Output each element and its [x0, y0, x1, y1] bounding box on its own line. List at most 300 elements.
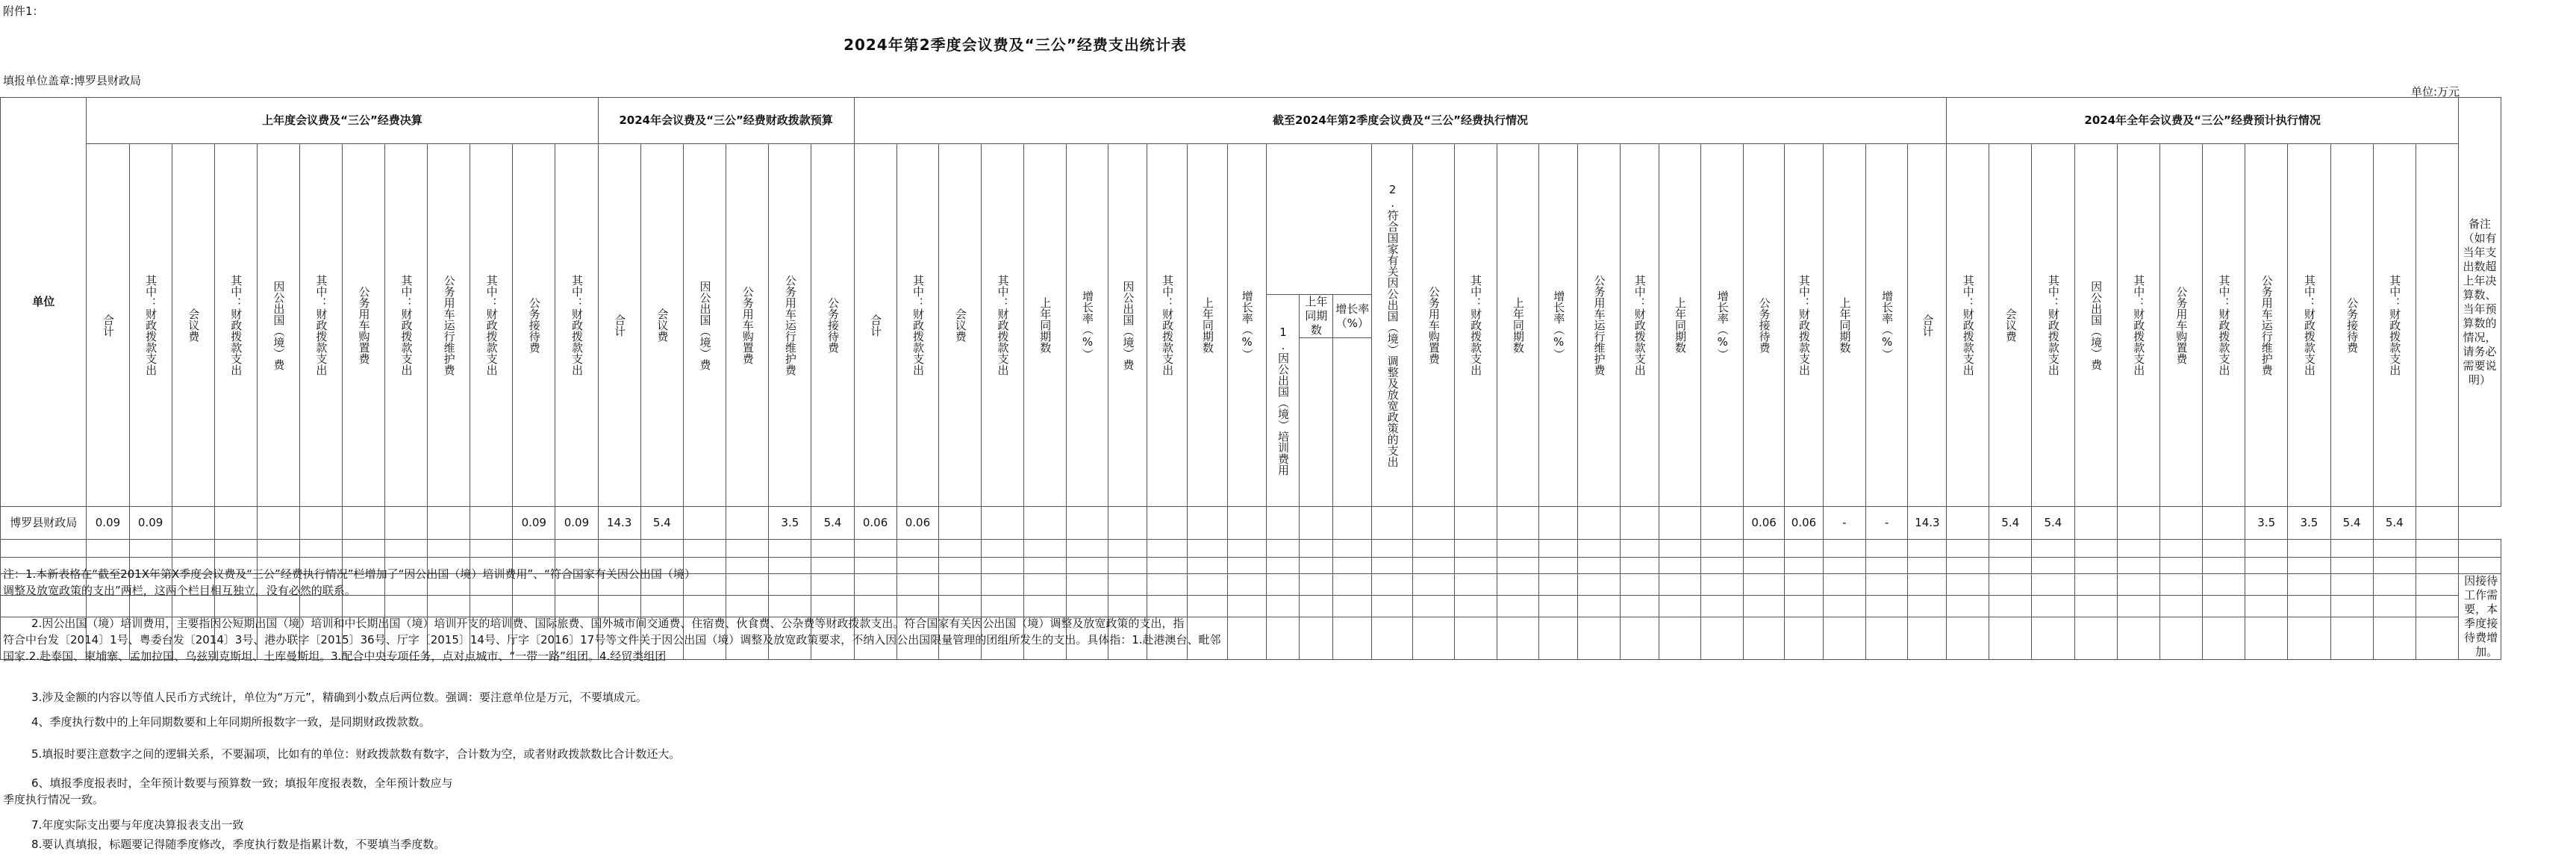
- empty-cell: [1066, 574, 1108, 596]
- empty-cell: [2373, 540, 2416, 558]
- empty-cell: [1578, 558, 1621, 574]
- unit-header: 单位: [1, 98, 87, 507]
- empty-cell: [1785, 617, 1824, 660]
- empty-cell: [2288, 617, 2330, 660]
- empty-cell: [1620, 617, 1659, 660]
- empty-cell: [982, 595, 1024, 617]
- empty-cell: [2245, 617, 2288, 660]
- empty-cell: [214, 540, 257, 558]
- empty-cell: [1659, 595, 1701, 617]
- empty-cell: [1908, 540, 1947, 558]
- col-header-forecast: 合计: [1908, 144, 1947, 507]
- empty-cell: [1333, 574, 1372, 596]
- empty-cell: [1333, 558, 1372, 574]
- value-cell-exec: [1066, 507, 1108, 540]
- empty-cell: [2159, 540, 2202, 558]
- value-cell-exec: [939, 507, 982, 540]
- empty-cell: [2245, 595, 2288, 617]
- empty-cell: [1578, 540, 1621, 558]
- empty-cell: [1659, 558, 1701, 574]
- col-header-exec: 增长率（%）: [1865, 144, 1908, 507]
- empty-cell: [939, 595, 982, 617]
- empty-cell: [1108, 540, 1147, 558]
- empty-cell: [513, 540, 555, 558]
- empty-cell: [1620, 540, 1659, 558]
- col-header-budget: 合计: [598, 144, 640, 507]
- note-line: 3.涉及金额的内容以等值人民币方式统计，单位为“万元”，精确到小数点后两位数。强调：要注意单位是万元，不要填成元。: [31, 691, 647, 704]
- empty-cell: [1701, 595, 1744, 617]
- value-cell-exec: [1701, 507, 1744, 540]
- empty-cell: [1578, 617, 1621, 660]
- value-cell-forecast: [1947, 507, 1989, 540]
- empty-cell: [769, 540, 811, 558]
- empty-cell: [1620, 574, 1659, 596]
- empty-cell: [683, 595, 726, 617]
- empty-cell: [1744, 595, 1785, 617]
- empty-cell: [598, 595, 640, 617]
- empty-cell: [1454, 617, 1497, 660]
- empty-cell: [2117, 540, 2159, 558]
- empty-cell: [939, 558, 982, 574]
- col-header-training-growth: 增长率（%）: [1333, 295, 1372, 338]
- col-header-forecast: 其中：财政拨款支出: [2373, 144, 2416, 507]
- empty-cell: [1908, 617, 1947, 660]
- empty-cell: [1947, 540, 1989, 558]
- empty-cell: [1412, 558, 1454, 574]
- empty-cell: [1539, 574, 1578, 596]
- value-cell-forecast: [2117, 507, 2159, 540]
- empty-cell: [2159, 574, 2202, 596]
- col-header-exec: 公务用车运行维护费: [1578, 144, 1621, 507]
- empty-cell: [982, 574, 1024, 596]
- empty-cell: [1823, 540, 1865, 558]
- empty-cell: [2330, 574, 2373, 596]
- col-header-training-prior: 上年同期数: [1300, 295, 1333, 338]
- empty-cell: [2202, 617, 2245, 660]
- empty-cell: [1578, 574, 1621, 596]
- value-cell-exec: [1454, 507, 1497, 540]
- empty-cell: [2416, 574, 2458, 596]
- col-header-prior: 因公出国（境）费: [257, 144, 299, 507]
- empty-cell: [939, 574, 982, 596]
- empty-cell: [2117, 574, 2159, 596]
- empty-cell: [598, 540, 640, 558]
- empty-cell: [1744, 540, 1785, 558]
- note-line: 4、季度执行数中的上年同期数要和上年同期所报数字一致，是同期财政拨款数。: [31, 715, 431, 729]
- empty-cell: [2159, 617, 2202, 660]
- empty-cell: [2288, 574, 2330, 596]
- empty-cell: [1266, 558, 1300, 574]
- empty-cell: [1908, 574, 1947, 596]
- empty-cell: [1066, 540, 1108, 558]
- empty-cell: [2202, 574, 2245, 596]
- value-cell-prior: [428, 507, 470, 540]
- empty-cell: [1147, 540, 1188, 558]
- empty-cell: [1188, 574, 1228, 596]
- empty-cell: [1539, 595, 1578, 617]
- empty-cell: [1412, 540, 1454, 558]
- col-header-forecast: 公务用车购置费: [2159, 144, 2202, 507]
- empty-cell: [769, 558, 811, 574]
- value-cell-budget: [726, 507, 769, 540]
- empty-cell: [2373, 574, 2416, 596]
- col-header-prior: 其中：财政拨款支出: [299, 144, 342, 507]
- note-line: 符合中台发〔2014〕1号、粤委台发〔2014〕3号、港办联字〔2015〕36号、厅字〔2015〕14号、厅字〔2016〕17号等文件关于因公出国（境）调整及放宽政策要求，不纳入因公出国限量管理的团组所发生的支出。具体指：1.赴港澳台、毗邻: [3, 633, 1221, 647]
- empty-cell: [2159, 558, 2202, 574]
- empty-cell: [2416, 540, 2458, 558]
- col-header-exec: 其中：财政拨款支出: [982, 144, 1024, 507]
- value-cell-exec: [1539, 507, 1578, 540]
- empty-cell: [1947, 574, 1989, 596]
- value-cell-budget: 5.4: [811, 507, 854, 540]
- empty-cell: [470, 595, 513, 617]
- empty-cell: [1908, 595, 1947, 617]
- empty-cell: [2373, 595, 2416, 617]
- empty-cell: [1744, 617, 1785, 660]
- empty-cell: [1989, 558, 2032, 574]
- empty-cell: [87, 540, 129, 558]
- empty-cell: [1108, 574, 1147, 596]
- empty-cell: [2032, 595, 2074, 617]
- value-cell-exec: 0.06: [1744, 507, 1785, 540]
- col-header-exec: 其中：财政拨款支出: [896, 144, 939, 507]
- col-header-exec: 上年同期数: [1023, 144, 1066, 507]
- empty-cell: [854, 540, 896, 558]
- group-forecast: 2024年全年会议费及“三公”经费预计执行情况: [1947, 98, 2459, 144]
- empty-cell: [2416, 617, 2458, 660]
- empty-cell: [1947, 595, 1989, 617]
- empty-cell: [726, 595, 769, 617]
- empty-cell: [1865, 595, 1908, 617]
- empty-cell: [982, 558, 1024, 574]
- empty-cell: [1865, 617, 1908, 660]
- empty-cell: [555, 540, 598, 558]
- empty-cell: [2330, 617, 2373, 660]
- empty-cell: [2288, 595, 2330, 617]
- empty-cell: [2032, 574, 2074, 596]
- col-header-prior: 其中：财政拨款支出: [385, 144, 428, 507]
- empty-cell: [2458, 540, 2501, 558]
- empty-cell: [1989, 617, 2032, 660]
- empty-cell: [1908, 558, 1947, 574]
- empty-cell: [2245, 574, 2288, 596]
- empty-cell: [1785, 540, 1824, 558]
- value-cell-forecast: [2202, 507, 2245, 540]
- empty-cell: [1823, 558, 1865, 574]
- col-header-prior: 公务接待费: [513, 144, 555, 507]
- col-header-budget: 公务接待费: [811, 144, 854, 507]
- empty-cell: [1, 540, 87, 558]
- col-header-exec: 上年同期数: [1497, 144, 1539, 507]
- value-cell-prior: [342, 507, 384, 540]
- empty-cell: [2288, 558, 2330, 574]
- empty-cell: [299, 540, 342, 558]
- value-cell-prior: [172, 507, 214, 540]
- col-header-exec: 公务用车购置费: [1412, 144, 1454, 507]
- empty-cell: [1823, 574, 1865, 596]
- value-cell-exec: [1108, 507, 1147, 540]
- group-budget: 2024年会议费及“三公”经费财政拨款预算: [598, 98, 854, 144]
- value-cell-budget: [683, 507, 726, 540]
- empty-cell: [1823, 617, 1865, 660]
- empty-cell: [428, 595, 470, 617]
- empty-cell: [1023, 595, 1066, 617]
- col-header-exec: 其中：财政拨款支出: [1620, 144, 1659, 507]
- empty-cell: [2159, 595, 2202, 617]
- empty-cell: [640, 595, 683, 617]
- note-line: 8.要认真填报，标题要记得随季度修改，季度执行数是指累计数，不要填当季度数。: [31, 838, 446, 851]
- empty-cell: [1147, 595, 1188, 617]
- empty-cell: [1412, 617, 1454, 660]
- empty-cell: [1147, 558, 1188, 574]
- empty-cell: [1539, 540, 1578, 558]
- value-cell-exec: -: [1823, 507, 1865, 540]
- empty-cell: [1266, 574, 1300, 596]
- empty-cell: [1412, 574, 1454, 596]
- empty-cell: [2117, 595, 2159, 617]
- empty-cell: [2074, 617, 2117, 660]
- empty-cell: [1497, 558, 1539, 574]
- empty-cell: [1659, 574, 1701, 596]
- empty-cell: [1744, 558, 1785, 574]
- empty-cell: [2032, 540, 2074, 558]
- note-line: 5.填报时要注意数字之间的逻辑关系，不要漏项，比如有的单位：财政拨款数有数字，合计数为空，或者财政拨款数比合计数还大。: [31, 747, 681, 761]
- value-cell-budget: 5.4: [640, 507, 683, 540]
- empty-cell: [2117, 558, 2159, 574]
- empty-cell: [2245, 540, 2288, 558]
- empty-cell: [2202, 558, 2245, 574]
- empty-cell: [1578, 595, 1621, 617]
- empty-cell: [726, 558, 769, 574]
- value-cell-exec-training: [1372, 507, 1413, 540]
- filler-unit: 填报单位盖章:博罗县财政局: [3, 74, 142, 87]
- value-cell-exec: [1188, 507, 1228, 540]
- col-header-forecast: 因公出国（境）费: [2074, 144, 2117, 507]
- empty-cell: [1454, 574, 1497, 596]
- note-line: 国家.2.赴泰国、柬埔寨、孟加拉国、乌兹别克斯坦、土库曼斯坦。3.配合中央专项任务，点对点城市、“一带一路”组团。4.经贸类组团: [3, 649, 667, 663]
- empty-cell: [1227, 558, 1266, 574]
- empty-cell: [1785, 558, 1824, 574]
- value-cell-forecast: 3.5: [2288, 507, 2330, 540]
- col-header-prior: 合计: [87, 144, 129, 507]
- value-cell-forecast: 5.4: [2032, 507, 2074, 540]
- empty-cell: [1497, 574, 1539, 596]
- empty-cell: [2202, 595, 2245, 617]
- empty-cell: [1865, 558, 1908, 574]
- col-header-forecast: 其中：财政拨款支出: [2032, 144, 2074, 507]
- value-cell-exec: 0.06: [1785, 507, 1824, 540]
- empty-cell: [1333, 617, 1372, 660]
- col-header-prior: 会议费: [172, 144, 214, 507]
- col-header-prior: 公务用车购置费: [342, 144, 384, 507]
- remark-header: 备注（如有当年支出数超上年决算数、当年预算数的情况，请务必需要说明）: [2458, 98, 2501, 507]
- empty-cell: [1620, 595, 1659, 617]
- unit-label: 单位:万元: [2411, 85, 2460, 99]
- empty-cell: [385, 595, 428, 617]
- page-title: 2024年第2季度会议费及“三公”经费支出统计表: [843, 36, 1187, 54]
- group-execution: 截至2024年第2季度会议费及“三公”经费执行情况: [854, 98, 1947, 144]
- empty-cell: [1333, 595, 1372, 617]
- value-cell-exec: [1659, 507, 1701, 540]
- col-header-forecast: 其中：财政拨款支出: [2117, 144, 2159, 507]
- empty-cell: [769, 595, 811, 617]
- empty-cell: [896, 540, 939, 558]
- col-header-exec: 其中：财政拨款支出: [1147, 144, 1188, 507]
- empty-cell: [129, 540, 172, 558]
- value-cell-forecast: 5.4: [2373, 507, 2416, 540]
- empty-cell: [2074, 558, 2117, 574]
- empty-cell: [2373, 558, 2416, 574]
- empty-cell: [2032, 558, 2074, 574]
- empty-cell: [1989, 574, 2032, 596]
- col-header-budget: 公务用车购置费: [726, 144, 769, 507]
- col-header-forecast: 公务用车运行维护费: [2245, 144, 2288, 507]
- empty-cell: [2117, 617, 2159, 660]
- empty-cell: [1108, 595, 1147, 617]
- empty-cell: [1227, 574, 1266, 596]
- empty-cell: [811, 574, 854, 596]
- empty-cell: [1785, 574, 1824, 596]
- value-cell-forecast: 5.4: [2330, 507, 2373, 540]
- value-cell-prior: [299, 507, 342, 540]
- value-cell-forecast: [2074, 507, 2117, 540]
- empty-cell: [2330, 595, 2373, 617]
- empty-cell: [1947, 617, 1989, 660]
- col-header-exec: 合计: [854, 144, 896, 507]
- note-line: 调整及放宽政策的支出”两栏，这两个栏目相互独立，没有必然的联系。: [3, 584, 356, 597]
- value-cell-exec: [982, 507, 1024, 540]
- empty-cell: [683, 540, 726, 558]
- empty-cell: [428, 540, 470, 558]
- empty-cell: [1266, 595, 1300, 617]
- col-header-prior: 其中：财政拨款支出: [129, 144, 172, 507]
- empty-cell: [982, 540, 1024, 558]
- empty-cell: [2074, 574, 2117, 596]
- empty-cell: [896, 595, 939, 617]
- col-header-exec: 增长率（%）: [1701, 144, 1744, 507]
- empty-cell: [1266, 540, 1300, 558]
- value-cell-exec: [1227, 507, 1266, 540]
- unit-name-cell: 博罗县财政局: [1, 507, 87, 540]
- value-cell-exec: [1412, 507, 1454, 540]
- empty-cell: [1227, 617, 1266, 660]
- value-cell-prior: [257, 507, 299, 540]
- col-header-policy: 2.符合国家有关因公出国（境）调整及放宽政策的支出: [1372, 144, 1413, 507]
- col-header-exec: 上年同期数: [1823, 144, 1865, 507]
- empty-cell: [1372, 540, 1413, 558]
- empty-cell: [1659, 617, 1701, 660]
- empty-cell: [1300, 574, 1333, 596]
- value-cell-budget: 3.5: [769, 507, 811, 540]
- empty-cell: [811, 595, 854, 617]
- empty-cell: [2245, 558, 2288, 574]
- empty-cell: [2288, 540, 2330, 558]
- empty-cell: [2458, 558, 2501, 574]
- col-header-prior: 公务用车运行维护费: [428, 144, 470, 507]
- empty-cell: [2373, 617, 2416, 660]
- value-cell-exec: [1620, 507, 1659, 540]
- empty-cell: [470, 540, 513, 558]
- empty-cell: [1300, 595, 1333, 617]
- empty-cell: [1188, 540, 1228, 558]
- value-cell-exec-training: [1333, 507, 1372, 540]
- col-header-forecast: 其中：财政拨款支出: [2202, 144, 2245, 507]
- empty-cell: [1108, 558, 1147, 574]
- empty-cell: [555, 595, 598, 617]
- col-header-exec: 增长率（%）: [1539, 144, 1578, 507]
- group-prior-year: 上年度会议费及“三公”经费决算: [87, 98, 598, 144]
- value-cell-prior: [385, 507, 428, 540]
- value-cell-forecast: [2159, 507, 2202, 540]
- empty-cell: [1300, 617, 1333, 660]
- col-header-budget: 公务用车运行维护费: [769, 144, 811, 507]
- empty-cell: [1497, 617, 1539, 660]
- col-header-exec: 上年同期数: [1659, 144, 1701, 507]
- value-cell-forecast: 5.4: [1989, 507, 2032, 540]
- empty-cell: [1023, 558, 1066, 574]
- empty-cell: [1497, 540, 1539, 558]
- empty-cell: [1266, 617, 1300, 660]
- col-header-forecast: 其中：财政拨款支出: [2288, 144, 2330, 507]
- col-header-budget: 因公出国（境）费: [683, 144, 726, 507]
- empty-cell: [1785, 595, 1824, 617]
- empty-cell: [1539, 558, 1578, 574]
- value-cell-prior: [214, 507, 257, 540]
- empty-cell: [385, 540, 428, 558]
- empty-cell: [896, 558, 939, 574]
- empty-cell: [1227, 540, 1266, 558]
- empty-cell: [1188, 595, 1228, 617]
- empty-cell: [1372, 558, 1413, 574]
- attachment-label: 附件1：: [3, 4, 44, 18]
- empty-cell: [1333, 338, 1372, 507]
- value-cell-exec: -: [1865, 507, 1908, 540]
- col-header-budget: 会议费: [640, 144, 683, 507]
- empty-cell: [896, 574, 939, 596]
- note-line: 注：1.本新表格在“截至201X年第X季度会议费及“三公”经费执行情况”栏增加了“因公出国（境）培训费用”、“符合国家有关因公出国（境）: [3, 567, 696, 581]
- col-header-exec: 其中：财政拨款支出: [1785, 144, 1824, 507]
- empty-cell: [2330, 558, 2373, 574]
- empty-cell: [1372, 617, 1413, 660]
- empty-cell: [1372, 574, 1413, 596]
- col-header-exec: 增长率（%）: [1227, 144, 1266, 507]
- empty-cell: [854, 558, 896, 574]
- empty-cell: [1412, 595, 1454, 617]
- empty-cell: [1300, 558, 1333, 574]
- note-line: 6、填报季度报表时，全年预计数要与预算数一致；填报年度报表数，全年预计数应与: [31, 776, 453, 790]
- empty-cell: [1701, 617, 1744, 660]
- empty-cell: [1989, 595, 2032, 617]
- value-cell-prior: [470, 507, 513, 540]
- empty-cell: [2032, 617, 2074, 660]
- empty-cell: [1066, 558, 1108, 574]
- value-cell-exec: [1497, 507, 1539, 540]
- empty-cell: [513, 595, 555, 617]
- empty-cell: [1300, 540, 1333, 558]
- col-header-prior: 其中：财政拨款支出: [214, 144, 257, 507]
- remark-note-cell: 因接待工作需要，本季度接待费增加。: [2458, 574, 2501, 660]
- remark-cell: [2416, 507, 2458, 540]
- empty-cell: [1497, 595, 1539, 617]
- value-cell-prior: 0.09: [87, 507, 129, 540]
- note-line: 7.年度实际支出要与年度决算报表支出一致: [31, 818, 244, 832]
- empty-cell: [1989, 540, 2032, 558]
- value-cell-exec: [1023, 507, 1066, 540]
- empty-cell: [2330, 540, 2373, 558]
- empty-cell: [726, 540, 769, 558]
- value-cell-prior: 0.09: [513, 507, 555, 540]
- value-cell-prior: 0.09: [129, 507, 172, 540]
